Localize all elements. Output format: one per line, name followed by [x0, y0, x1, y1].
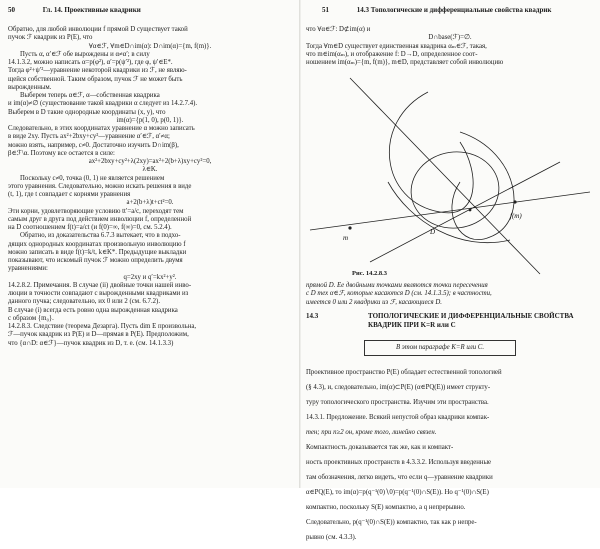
text-line: рывно (см. 4.3.3).	[306, 534, 357, 542]
text-line: Обратно, для любой инволюции f прямой D существует такой	[8, 26, 188, 33]
text-line: имеется 0 или 2 квадрики из ℱ, касающиеся D.	[306, 298, 442, 306]
formula-line: D∩base(ℱ)=∅.	[428, 34, 472, 42]
text-line: щейся собственной. Таким образом, пучок ℱ не может быть	[8, 75, 183, 83]
right-section-title: 14.3 Топологические и дифференциальные свойства квадрик	[356, 6, 552, 14]
text-line: Пусть α, α′∈ℱ обе вырождены и α≠α′; в силу	[20, 50, 150, 58]
right-page-number: 51	[322, 6, 329, 14]
text-line: пучок ℱ квадрик из P(E), что	[8, 34, 93, 42]
text-line: можно записать в виде f(t)=k/t, k∈K*. Предыдущие выкладки	[8, 248, 187, 256]
line-d	[310, 192, 590, 230]
formula-line: im(α)={p(1, 0), p(0, 1)}.	[116, 116, 184, 124]
text-line: этого уравнения. Следовательно, можно искать решения в виде	[8, 182, 192, 190]
desargues-figure	[310, 62, 590, 276]
quadric-curve-left	[389, 92, 473, 213]
left-text-column	[8, 26, 292, 348]
text-line: Следовательно, p(q⁻¹(0)∩S(E)) компактно, так как p непре-	[306, 519, 477, 527]
text-line: Тогда ∀m∈D существует единственная квадрика αₘ∈ℱ, такая,	[306, 42, 487, 50]
formula-line: ∀α∈ℱ, ∀m∈D∩im(α): D∩im(α)={m, f(m)}.	[88, 42, 212, 50]
right-running-head	[322, 6, 551, 14]
text-line: ность проективных пространств в 4.3.3.2. Используя введенные	[306, 459, 492, 467]
section-title: ТОПОЛОГИЧЕСКИЕ И ДИФФЕРЕНЦИАЛЬНЫЕ СВОЙСТВА КВАДРИК ПРИ K=R или C	[368, 312, 574, 329]
text-line: уравнениями:	[8, 265, 48, 273]
formula-line: ax²+2bxy+cy²+λ(2xy)=ax²+2(b+λ)xy+cy²=0,	[88, 158, 212, 165]
text-line: там обозначения, легко видеть, что если q—уравнение квадрики	[306, 474, 493, 482]
text-line: Компактность доказывается так же, как и компакт-	[306, 444, 454, 452]
text-line: самым друг в друга под действием инволюции f, определенной	[8, 215, 192, 223]
left-page	[0, 0, 300, 488]
proposition-line: 14.3.1. Предложение. Всякий непустой образ квадрики компак-	[306, 413, 490, 421]
label-m: m	[343, 234, 349, 242]
point-fm	[513, 200, 516, 203]
text-line: (t, 1), где t совпадает с корнями уравнения	[8, 191, 131, 198]
text-line: Выберем теперь α∈ℱ, α—собственная квадрика	[20, 92, 160, 99]
text-line: и im(α)≠∅ (существование такой квадрики α следует из 14.2.7.4).	[8, 100, 198, 108]
text-line: 14.2.8.2. Примечания. В случае (ii) двойные точки нашей инво-	[8, 281, 192, 289]
text-line: на D соотношением f(t)=a/ct (и f(0)=∞, f(∞)=0, см. 5.2.4).	[8, 224, 172, 231]
text-line: Поскольку c≠0, точка (0, 1) не является решением	[20, 174, 165, 182]
tangent-line	[370, 162, 560, 262]
quadric-curve-right	[452, 132, 514, 240]
quadric-ellipse	[406, 146, 504, 234]
formula-line: a+2(b+λ)t+ct²=0.	[126, 199, 174, 207]
text-line: можно взять, например, c≠0. Достаточно изучить D∩im(β),	[8, 141, 179, 149]
text-line: В случае (i) всегда есть ровно одна вырожденная квадрика	[8, 306, 178, 314]
text-line: Проективное пространство P(E) обладает естественной топологией	[306, 368, 502, 376]
text-line: данного пучка; следовательно, их 0 или 2 (см. 6.7.2).	[8, 298, 161, 306]
formula-line: λ∈K.	[142, 166, 158, 174]
intersection-point	[469, 209, 472, 212]
text-line: прямой D. Ее двойными точками являются точки пересечения	[306, 282, 488, 289]
section-number: 14.3	[306, 312, 319, 320]
text-line: дящих однородных координатах произвольную инволюцию f	[8, 240, 186, 248]
point-m	[348, 226, 351, 229]
text-line: Выберем в D такие однородные координаты (x, y), что	[8, 108, 166, 116]
text-line: вырожденным.	[8, 83, 52, 91]
text-line: туру топологического пространства. Изучим эти пространства.	[306, 398, 489, 406]
framed-note: В этом параграфе K=R или C.	[364, 340, 516, 356]
text-line: в виде 2xy. Пусть ax²+2bxy+cy²—уравнение α′∈ℱ, α′≠α;	[8, 133, 170, 141]
text-line: с D тех α∈ℱ, которые касаются D (см. 14.1.3.5); в частности,	[306, 290, 492, 298]
text-line: 14.1.3.2, можно написать α=p(φ²), α′=p(ψ′²), где φ, ψ′∈E*.	[8, 59, 173, 66]
text-line: 14.2.8.3. Следствие (теорема Дезарга). Пусть dim E произвольна,	[8, 323, 197, 330]
text-line: что {α∩D: α∈ℱ}—пучок квадрик из D, т. е. (см. 14.1.3.3)	[8, 339, 174, 347]
text-line: β∈ℱ\α. Поэтому все остается в силе:	[8, 149, 115, 157]
left-chapter-title: Гл. 14. Проективные квадрики	[42, 6, 141, 14]
label-fm: f(m)	[510, 212, 522, 220]
figure-caption: Рис. 14.2.8.3	[352, 270, 387, 277]
text-line: Обратно, из доказательства 6.7.3 вытекает, что в подхо-	[20, 232, 181, 240]
right-page	[300, 0, 600, 542]
left-running-head	[8, 6, 141, 14]
secant-line	[350, 78, 540, 274]
text-line: с образом {m₀}.	[8, 314, 54, 322]
text-line: что ∀α∈ℱ: D⊄im(α) и	[306, 26, 371, 33]
formula-line: q=2xy и q′=kx²+y².	[123, 273, 177, 281]
text-line: Следовательно, в этих координатах уравнение α можно записать	[8, 125, 195, 132]
left-page-number: 50	[8, 6, 15, 14]
text-line: люции в точности совпадают с вырожденными квадриками из	[8, 290, 189, 297]
right-mid-text	[306, 282, 594, 307]
label-d: D	[430, 228, 436, 236]
text-line: (§ 4.3), и, следовательно, im(α)⊂P(E) (α∈PQ(E)) имеет структу-	[306, 383, 491, 391]
text-line: α∈PQ(E), то im(α)=p(q⁻¹(0)∖0)=p(q⁻¹(0)∩S(E)). Но q⁻¹(0)∩S(E)	[306, 489, 489, 497]
right-bottom-text	[306, 362, 594, 549]
quadric-branch-lower	[388, 182, 510, 243]
text-line: ношением im(αₘ)={m, f(m)}, m∈D, представляет собой инволюцию	[306, 59, 504, 66]
text-line: тен; при n≥2 он, кроме того, линейно связен.	[306, 428, 437, 436]
text-line: ℱ—пучок квадрик из P(E) и D—прямая в P(E). Предположим,	[8, 331, 189, 339]
text-line: Тогда φ²+ψ′²—уравнение некоторой квадрики из ℱ, не являю-	[8, 67, 187, 75]
text-line: Эти корни, удовлетворяющие условию tt′=a/c, переходят тем	[8, 207, 184, 215]
text-line: что m∈im(αₘ), и отображение f: D→D, определенное соот-	[306, 50, 478, 58]
text-line: показывают, что искомый пучок ℱ можно определить двумя	[8, 257, 183, 264]
text-line: компактно, поскольку S(E) компактно, а q непрерывно.	[306, 504, 466, 512]
